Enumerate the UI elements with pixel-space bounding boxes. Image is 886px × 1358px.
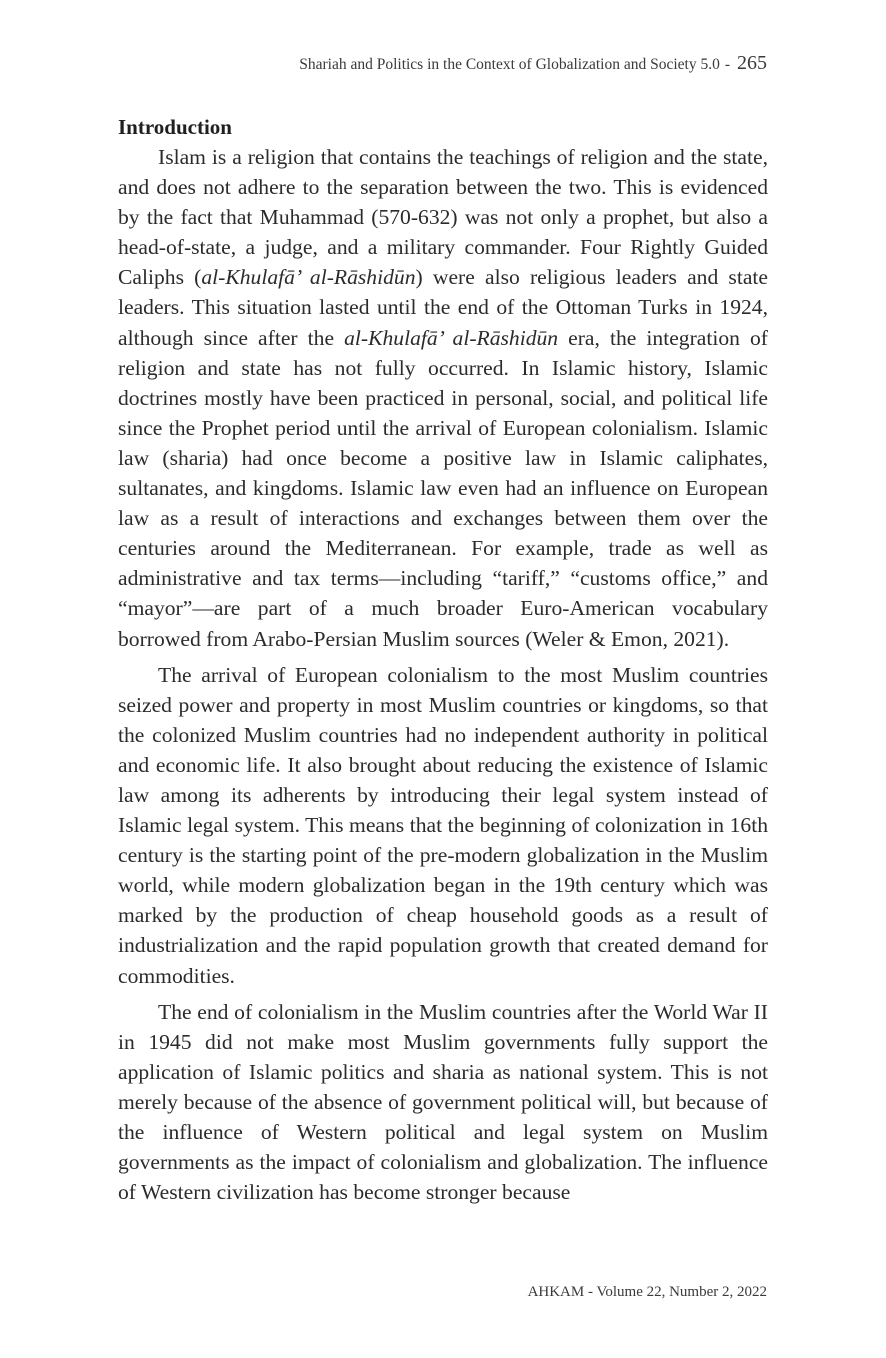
paragraph-1-part-1: Islam is a religion that contains the teachings of religion and the state, and does not adhere to the separation between the two. This is evidenced by the fact that Muhammad (570-632) was not only a prophet, but also a head-of-state, a judge, and a military commander. Four Rightly Guided Caliphs (	[118, 145, 768, 290]
page-number: 265	[737, 52, 767, 74]
paragraph-2: The arrival of European colonialism to the most Muslim countries seized power and property in most Muslim countries or kingdoms, so that the colonized Muslim countries had no independent authority in political and economic life. It also brought about reducing the existence of Islamic law among its adherents by introducing their legal system instead of Islamic legal system. This means that the beginning of colonization in 16th century is the starting point of the pre-modern globalization in the Muslim world, while modern globalization began in the 19th century which was marked by the production of cheap household goods as a result of industrialization and the rapid population growth that created demand for commodities.	[118, 662, 768, 988]
running-header	[299, 52, 767, 75]
paragraph-1-italic-term-2: al-Khulafā’ al-Rāshidūn	[344, 325, 559, 350]
running-title: Shariah and Politics in the Context of Globalization and Society 5.0	[299, 56, 720, 73]
paragraph-1-italic-term-1: al-Khulafā’ al-Rāshidūn	[201, 265, 416, 290]
paragraph-1-part-2: ) were also religious leaders and state leaders. This situation lasted until the end of the Ottoman Turks in 1924, although since after the	[118, 265, 769, 350]
section-heading: Introduction	[118, 115, 232, 139]
header-separator: -	[724, 56, 730, 73]
page-footer: AHKAM - Volume 22, Number 2, 2022	[527, 1284, 767, 1300]
paragraph-3: The end of colonialism in the Muslim countries after the World War II in 1945 did not make most Muslim governments fully support the application of Islamic politics and sharia as national system. This is not merely because of the absence of government political will, but because of the influence of Western political and legal system on Muslim governments as the impact of colonialism and globalization. The influence of Western civilization has become stronger because	[118, 999, 768, 1205]
paragraph-1-part-3: era, the integration of religion and state has not fully occurred. In Islamic history, Islamic doctrines mostly have been practiced in personal, social, and political life since the Prophet period until the arrival of European colonialism. Islamic law (sharia) had once become a positive law in Islamic caliphates, sultanates, and kingdoms. Islamic law even had an influence on European law as a result of interactions and exchanges between them over the centuries around the Mediterranean. For example, trade as well as administrative and tax terms—including “tariff,” “customs office,” and “mayor”—are part of a much broader Euro-American vocabulary borrowed from Arabo-Persian Muslim sources (Weler & Emon, 2021).	[118, 325, 768, 651]
paragraph-1	[118, 142, 768, 654]
article-body	[118, 112, 768, 1207]
